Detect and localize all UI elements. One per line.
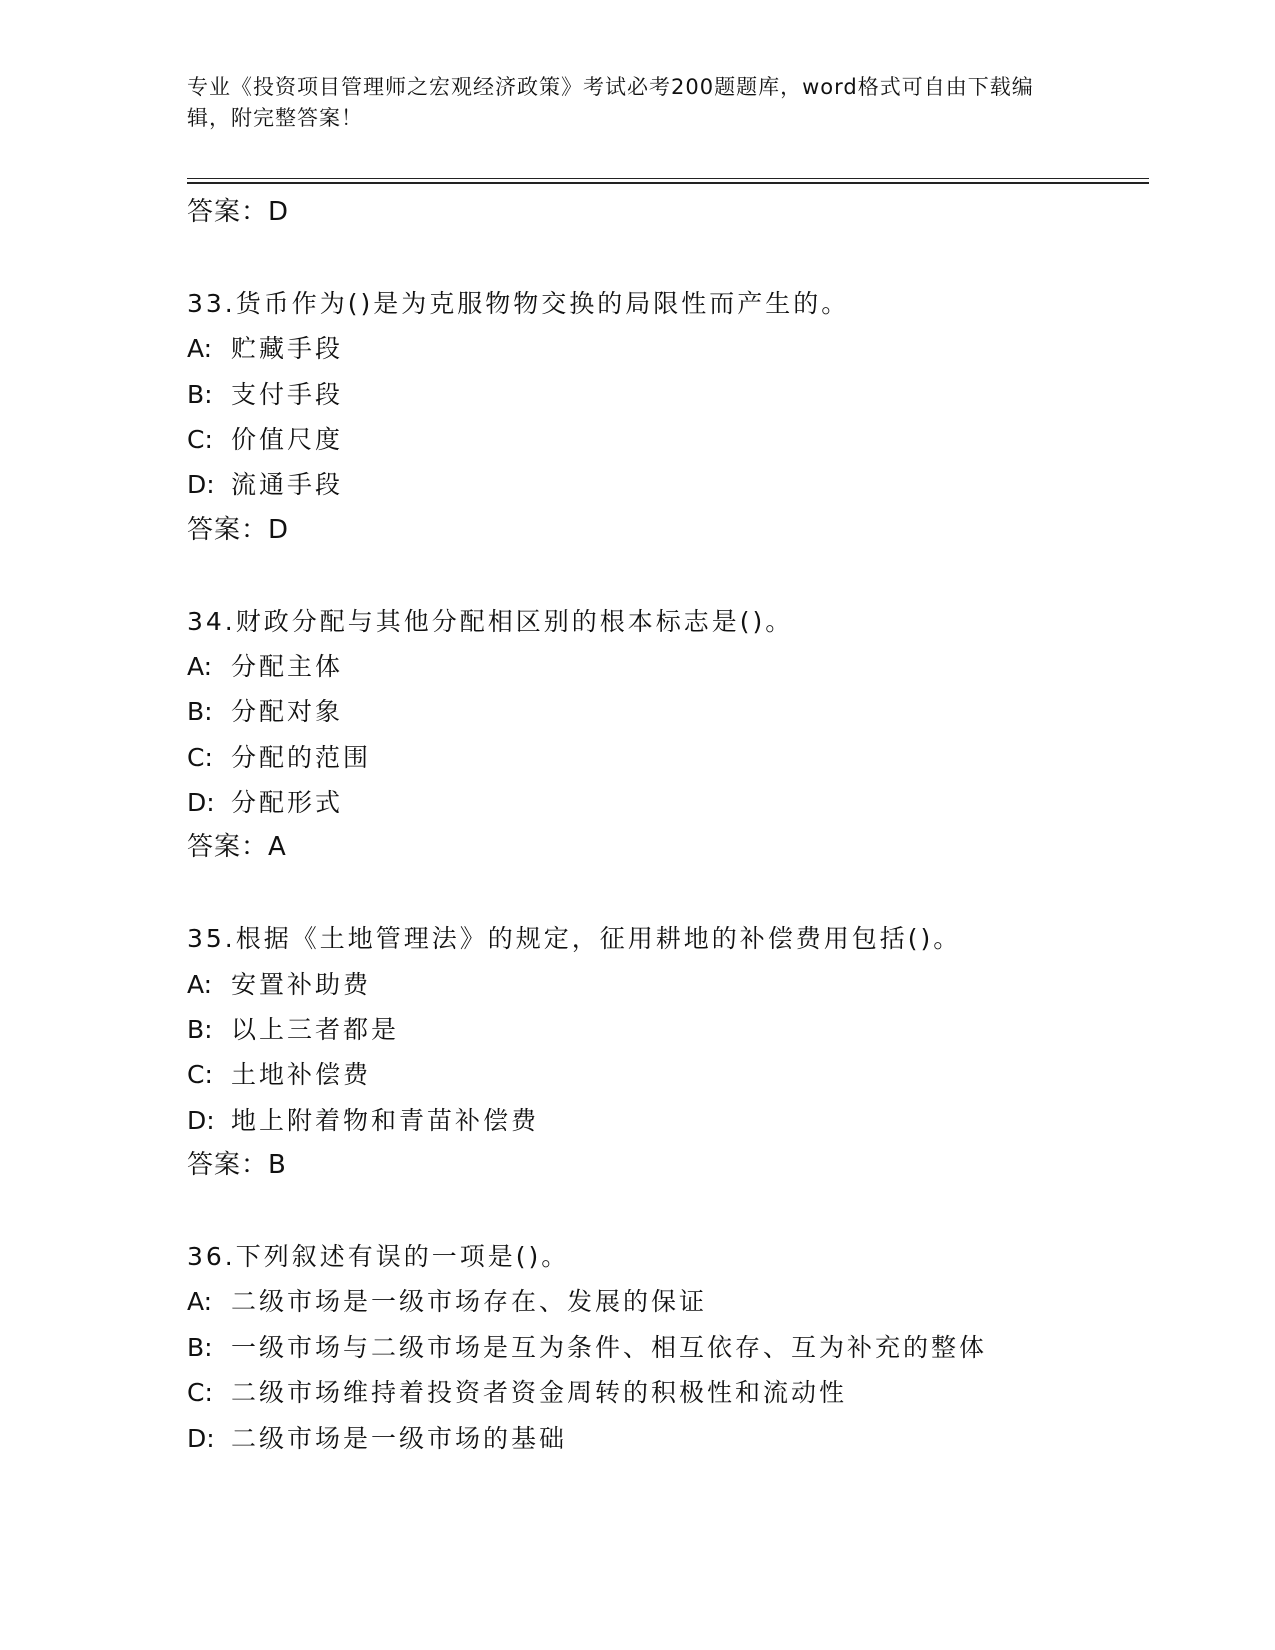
option-text: 分配主体 <box>231 651 344 681</box>
option-text: 价值尺度 <box>231 424 344 454</box>
option-letter: C: <box>187 742 213 772</box>
header-divider-thin <box>187 178 1149 179</box>
answer-line: 答案：D <box>187 514 290 545</box>
option-d <box>187 780 1147 825</box>
option-letter: C: <box>187 424 213 454</box>
option-letter: A: <box>187 969 213 999</box>
spacer <box>187 235 1147 280</box>
option-letter: B: <box>187 697 213 727</box>
option-letter: C: <box>187 1060 213 1090</box>
question-list <box>187 190 1147 1461</box>
option-c <box>187 417 1147 462</box>
option-text: 地上附着物和青苗补偿费 <box>231 1105 540 1135</box>
option-b <box>187 372 1147 417</box>
option-text: 以上三者都是 <box>231 1015 400 1045</box>
header-divider-thick <box>187 182 1149 184</box>
answer-line: 答案：A <box>187 832 287 863</box>
option-b <box>187 1325 1147 1370</box>
answer-line: 答案：D <box>187 197 290 227</box>
question-text: 33.货币作为()是为克服物物交换的局限性而产生的。 <box>187 288 850 318</box>
option-letter: B: <box>187 379 213 409</box>
option-c <box>187 1052 1147 1097</box>
option-letter: D: <box>187 788 215 818</box>
question-text: 34.财政分配与其他分配相区别的根本标志是()。 <box>187 606 794 636</box>
option-text: 流通手段 <box>231 470 344 500</box>
answer-line: 答案：B <box>187 1150 287 1181</box>
option-text: 分配的范围 <box>231 742 372 772</box>
option-a <box>187 644 1147 689</box>
spacer <box>187 1189 1147 1234</box>
option-letter: B: <box>187 1015 213 1045</box>
option-text: 分配形式 <box>231 788 344 818</box>
option-letter: A: <box>187 334 213 364</box>
option-text: 二级市场是一级市场的基础 <box>231 1423 568 1453</box>
option-letter: B: <box>187 1332 213 1362</box>
option-text: 安置补助费 <box>231 969 372 999</box>
option-d <box>187 1416 1147 1461</box>
document-header: 专业《投资项目管理师之宏观经济政策》考试必考200题题库，word格式可自由下载编辑，附完整答案！ <box>187 75 1034 130</box>
question-text: 35.根据《土地管理法》的规定，征用耕地的补偿费用包括()。 <box>187 924 962 954</box>
option-letter: D: <box>187 470 215 500</box>
option-text: 一级市场与二级市场是互为条件、相互依存、互为补充的整体 <box>231 1332 988 1362</box>
option-c <box>187 735 1147 780</box>
option-text: 二级市场是一级市场存在、发展的保证 <box>231 1287 708 1317</box>
option-c <box>187 1370 1147 1415</box>
option-a <box>187 1279 1147 1324</box>
question-text: 36.下列叙述有误的一项是()。 <box>187 1241 570 1271</box>
option-letter: D: <box>187 1423 215 1453</box>
option-letter: A: <box>187 1287 213 1317</box>
option-b <box>187 689 1147 734</box>
option-text: 土地补偿费 <box>231 1060 372 1090</box>
option-text: 分配对象 <box>231 697 344 727</box>
option-text: 贮藏手段 <box>231 334 344 364</box>
option-text: 支付手段 <box>231 379 344 409</box>
option-a <box>187 326 1147 371</box>
option-letter: A: <box>187 651 213 681</box>
spacer <box>187 553 1147 598</box>
option-d <box>187 1098 1147 1143</box>
option-letter: D: <box>187 1105 215 1135</box>
option-b <box>187 1007 1147 1052</box>
option-letter: C: <box>187 1378 213 1408</box>
spacer <box>187 871 1147 916</box>
option-text: 二级市场维持着投资者资金周转的积极性和流动性 <box>231 1378 848 1408</box>
option-a <box>187 962 1147 1007</box>
option-d <box>187 462 1147 507</box>
